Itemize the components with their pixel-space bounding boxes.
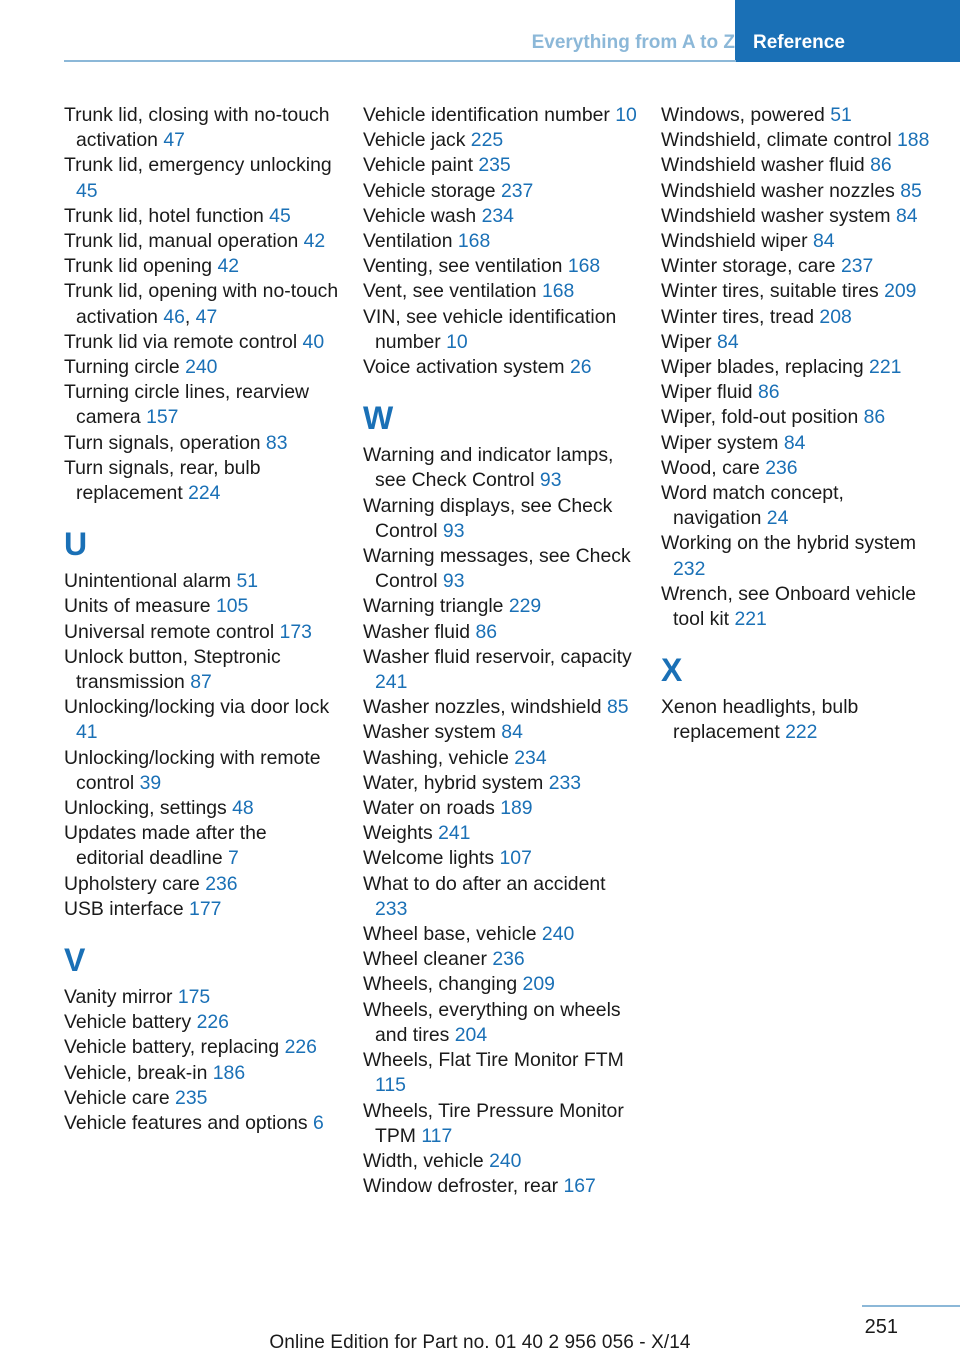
page-number-rule (862, 1305, 960, 1307)
index-entry-term: Wiper, fold-out position (661, 406, 859, 429)
index-page-link[interactable]: 86 (863, 406, 886, 429)
index-entry-term: Wood, care (661, 456, 760, 479)
index-page-link[interactable]: 26 (569, 356, 592, 379)
index-entry-term: Wheels, changing (363, 973, 518, 996)
index-entry-term: Washing, vehicle (363, 746, 509, 769)
index-entry-term: Trunk lid via remote control (64, 330, 298, 353)
index-page-link[interactable]: 45 (269, 204, 291, 227)
index-entry (661, 153, 936, 178)
index-page-link[interactable]: 42 (217, 255, 240, 278)
index-entry (661, 355, 936, 380)
index-page-link[interactable]: 40 (302, 330, 325, 353)
index-entry (363, 872, 638, 922)
index-page-link[interactable]: 83 (265, 431, 288, 454)
index-entry-term: Xenon headlights, bulb replacement (661, 696, 859, 744)
index-page-link[interactable]: 105 (215, 595, 249, 618)
index-page-link[interactable]: 39 (139, 771, 162, 794)
index-page-link[interactable]: 209 (884, 280, 917, 303)
index-entry-term: Warning triangle (363, 595, 504, 618)
index-entry (661, 531, 936, 581)
index-page-link[interactable]: 46 (163, 305, 185, 328)
header-chapter-tab: Reference (735, 0, 960, 62)
index-entry-term: Vehicle battery, replacing (64, 1036, 280, 1059)
index-entry (661, 229, 936, 254)
index-page-link[interactable]: 167 (563, 1175, 596, 1198)
index-page-link[interactable]: 117 (421, 1124, 453, 1147)
index-page-link[interactable]: 41 (76, 721, 98, 744)
index-page-link[interactable]: 189 (500, 797, 533, 820)
index-entry-term: Unlock button, Steptronic transmission (64, 645, 281, 694)
index-entry-term: Wheel cleaner (363, 948, 487, 971)
index-entry (363, 204, 638, 229)
index-entry-term: Turning circle lines, rearview camera (64, 381, 309, 429)
index-entry-term: Universal remote control (64, 620, 275, 643)
index-entry (363, 771, 638, 796)
index-entry (64, 872, 339, 897)
index-page-link[interactable]: 168 (567, 255, 601, 278)
index-page-link[interactable]: 85 (900, 179, 922, 202)
index-section-letter: W (363, 399, 394, 436)
index-entry-term: Vehicle identification number (363, 104, 610, 126)
page-number: 251 (864, 1316, 898, 1338)
index-entry-term: Warning messages, see Check Control (363, 545, 631, 593)
index-entry (661, 103, 936, 128)
index-page-link[interactable]: 47 (163, 129, 185, 152)
index-entry-term: Trunk lid, closing with no-touch activation (64, 104, 330, 152)
index-entry (64, 153, 339, 203)
index-page-link[interactable]: 240 (185, 356, 218, 379)
index-entry (64, 985, 339, 1010)
index-entry-term: Weights (363, 822, 433, 845)
index-entry (363, 254, 638, 279)
index-entry-term: Vehicle wash (363, 204, 477, 227)
index-entry (661, 330, 936, 355)
index-entry (363, 443, 638, 493)
index-entry-term: Ventilation (363, 230, 453, 253)
index-entry-term: Venting, see ventilation (363, 255, 563, 278)
index-entry (363, 103, 638, 128)
index-entry-term: Warning and indicator lamps, see Check Control (363, 444, 614, 492)
index-entry-term: Unlocking, settings (64, 797, 227, 820)
index-page-link[interactable]: 85 (606, 696, 629, 719)
index-entry-term: Trunk lid opening (64, 255, 213, 278)
index-page-link[interactable]: 240 (541, 923, 575, 946)
footer-edition-note: Online Edition for Part no. 01 40 2 956 056 - X/14 (269, 1332, 691, 1353)
index-column-1 (64, 103, 339, 1136)
index-entry-term: Working on the hybrid system (661, 532, 917, 555)
index-entry-term: Winter tires, tread (661, 305, 815, 328)
index-entry-term: Wheel base, vehicle (363, 923, 537, 946)
index-page-link[interactable]: 10 (446, 330, 468, 353)
index-page-link[interactable]: 226 (196, 1011, 229, 1034)
index-entry (661, 431, 936, 456)
index-entry (64, 897, 339, 922)
index-page-link[interactable]: 84 (812, 230, 835, 253)
index-entry-term: Voice activation system (363, 356, 565, 379)
index-page-link[interactable]: 93 (442, 570, 465, 593)
index-entry (363, 1048, 638, 1098)
index-entry-term: Unintentional alarm (64, 570, 232, 593)
index-entry (661, 279, 936, 304)
index-entry-term: Vehicle paint (363, 154, 473, 177)
index-entry-term: Units of measure (64, 595, 211, 618)
index-entry (64, 695, 339, 745)
index-page-link[interactable]: 235 (175, 1086, 208, 1109)
index-entry-term: Width, vehicle (363, 1149, 484, 1172)
index-entry-term: Wiper system (661, 431, 779, 454)
index-entry (363, 229, 638, 254)
index-entry-term: Word match concept, navigation (661, 482, 844, 530)
index-entry (363, 846, 638, 871)
index-entry-term: Warning displays, see Check Control (363, 494, 613, 542)
header-rule (64, 60, 736, 62)
index-entry-term: Windshield, climate control (661, 129, 892, 152)
index-entry (661, 179, 936, 204)
index-entry-term: Turn signals, operation (64, 431, 261, 454)
index-entry-term: Trunk lid, hotel function (64, 204, 264, 227)
index-entry-term: Vehicle battery (64, 1011, 192, 1034)
index-entry-term: Washer system (363, 721, 496, 744)
index-entry-term: Vehicle, break-in (64, 1061, 208, 1084)
index-page-link[interactable]: 225 (470, 129, 504, 152)
index-page-link[interactable]: 236 (205, 872, 238, 895)
index-entry (363, 305, 638, 355)
index-entry-term: VIN, see vehicle identification number (363, 305, 617, 353)
index-page-link[interactable]: 168 (457, 230, 491, 253)
index-page-link[interactable]: 51 (830, 104, 852, 126)
index-entry-term: Turn signals, rear, bulb replacement (64, 456, 261, 505)
index-entry-term: Wheels, everything on wheels and tires (363, 998, 621, 1046)
index-entry-term: What to do after an accident (363, 872, 606, 895)
index-entry-term: Wiper blades, replacing (661, 356, 864, 379)
index-entry (363, 153, 638, 178)
index-entry-term: Winter storage, care (661, 255, 836, 278)
index-entry (64, 355, 339, 380)
index-entry (363, 998, 638, 1048)
index-page-link[interactable]: 10 (615, 104, 637, 126)
index-page-link[interactable]: 234 (514, 746, 547, 769)
index-entry-term: Wiper fluid (661, 381, 753, 404)
index-entry (64, 229, 339, 254)
index-page-link[interactable]: 241 (438, 822, 471, 845)
index-entry-term: Windshield washer fluid (661, 154, 865, 177)
index-page-link[interactable]: 229 (508, 595, 542, 618)
index-page-link[interactable]: 224 (188, 482, 221, 505)
index-entry (64, 821, 339, 871)
index-entry (64, 1111, 339, 1136)
index-page-link[interactable]: 226 (284, 1036, 317, 1059)
index-page-link[interactable]: 24 (766, 507, 789, 530)
index-entry (64, 330, 339, 355)
index-entry-term: Wheels, Tire Pressure Monitor TPM (363, 1099, 624, 1147)
index-page-link[interactable]: 236 (765, 456, 798, 479)
index-page-link[interactable]: 84 (783, 431, 806, 454)
index-entry (64, 103, 339, 153)
index-entry-term: Washer fluid (363, 620, 471, 643)
index-page-link[interactable]: 47 (195, 305, 218, 328)
index-page-link[interactable]: 45 (76, 179, 98, 202)
index-entry (64, 620, 339, 645)
index-entry (363, 494, 638, 544)
index-page-link[interactable]: 222 (785, 721, 818, 744)
index-entry (661, 128, 936, 153)
index-entry (363, 544, 638, 594)
index-page-link[interactable]: 173 (279, 620, 312, 643)
index-entry (363, 355, 638, 380)
index-entry (363, 796, 638, 821)
index-entry (661, 305, 936, 330)
index-page-link[interactable]: 115 (375, 1074, 406, 1097)
index-section-letter: X (661, 651, 683, 688)
index-entry-term: Water on roads (363, 797, 495, 820)
index-page-link[interactable]: 168 (541, 280, 575, 303)
index-entry (64, 569, 339, 594)
index-page-link[interactable]: 87 (190, 671, 212, 694)
index-page-link[interactable]: 177 (189, 897, 222, 920)
index-column-2 (363, 103, 638, 1199)
index-page-link[interactable]: 84 (717, 330, 739, 353)
index-entry-term: Vehicle jack (363, 129, 466, 152)
index-page-link[interactable]: 86 (870, 154, 892, 177)
index-entry (64, 254, 339, 279)
index-entry-term: Wiper (661, 330, 712, 353)
index-entry (363, 972, 638, 997)
index-entry (363, 947, 638, 972)
index-entry (363, 1099, 638, 1149)
index-page-link[interactable]: 241 (375, 671, 408, 694)
index-entry-term: Trunk lid, manual operation (64, 230, 299, 253)
index-page-link[interactable]: 233 (375, 897, 408, 920)
index-entry-term: Water, hybrid system (363, 771, 544, 794)
index-entry-term: Wrench, see Onboard vehicle tool kit (661, 582, 917, 631)
index-entry-term: Upholstery care (64, 872, 200, 895)
index-entry-term: Winter tires, suitable tires (661, 280, 879, 303)
index-entry (661, 204, 936, 229)
index-entry-term: Unlocking/locking with remote control (64, 746, 321, 794)
index-entry (64, 1061, 339, 1086)
index-entry (363, 720, 638, 745)
index-entry-term: Window defroster, rear (363, 1175, 559, 1198)
index-page-link[interactable]: 233 (548, 771, 582, 794)
index-entry (363, 922, 638, 947)
index-page-link[interactable]: 107 (499, 847, 532, 870)
index-entry (661, 380, 936, 405)
index-entry (64, 796, 339, 821)
index-entry-term: Windshield washer system (661, 204, 891, 227)
index-entry (363, 746, 638, 771)
index-page-link[interactable]: 186 (212, 1061, 246, 1084)
index-page-link[interactable]: 157 (146, 406, 179, 429)
index-page-link[interactable]: 93 (539, 469, 562, 492)
index-entry (661, 405, 936, 430)
index-page-link[interactable]: 42 (303, 230, 326, 253)
index-page-link[interactable]: 7 (228, 847, 239, 870)
index-entry (64, 204, 339, 229)
index-entry-term: USB interface (64, 897, 184, 920)
index-page-link[interactable]: 84 (501, 721, 523, 744)
index-entry: Trunk lid, opening with no-touch activation 46, 47 (64, 280, 339, 328)
index-entry-term: Updates made after the editorial deadline (64, 822, 267, 870)
index-entry (363, 620, 638, 645)
index-page-link[interactable]: 6 (313, 1112, 324, 1135)
index-entry (661, 254, 936, 279)
index-entry-term: Washer fluid reservoir, capacity (363, 645, 632, 668)
index-page-link[interactable]: 221 (869, 356, 902, 379)
index-entry-term: Vanity mirror (64, 986, 173, 1009)
index-page-link[interactable]: 234 (481, 204, 514, 227)
index-entry (64, 645, 339, 695)
index-entry-term: Trunk lid, emergency unlocking (64, 154, 332, 177)
index-entry (64, 431, 339, 456)
index-entry-term: Unlocking/locking via door lock (64, 696, 330, 719)
index-entry-term: Windshield wiper (661, 230, 808, 253)
page-header (0, 0, 960, 62)
index-page-link[interactable]: 237 (840, 255, 874, 278)
index-page-link[interactable]: 232 (673, 557, 706, 580)
index-entry (363, 645, 638, 695)
index-section-letter: V (64, 941, 86, 978)
index-entry (363, 1174, 638, 1199)
index-page-link[interactable]: 235 (478, 154, 511, 177)
index-entry-term: Turning circle (64, 356, 180, 379)
index-entry (64, 1010, 339, 1035)
index-entry (661, 456, 936, 481)
index-entry (661, 582, 936, 632)
index-entry-term: Windows, powered (661, 104, 825, 126)
index-entry (64, 594, 339, 619)
index-page-link[interactable]: 86 (475, 620, 498, 643)
index-page-link[interactable]: 221 (734, 608, 767, 631)
index-page-link[interactable]: 51 (236, 570, 259, 593)
index-entry-term: Trunk lid, opening with no-touch activation (64, 280, 339, 328)
index-page-link[interactable]: 236 (492, 948, 525, 971)
index-page-link[interactable]: 48 (232, 797, 254, 820)
index-entry-term: Windshield washer nozzles (661, 179, 895, 202)
index-entry (64, 1086, 339, 1111)
header-section-title: Everything from A to Z (531, 32, 735, 53)
index-page-link[interactable]: 175 (177, 986, 211, 1009)
index-page-link[interactable]: 204 (454, 1023, 488, 1046)
index-entry (363, 695, 638, 720)
index-entry-term: Vehicle features and options (64, 1112, 308, 1135)
index-page-link[interactable]: 84 (895, 204, 918, 227)
index-page-link[interactable]: 93 (442, 519, 465, 542)
index-page-link[interactable]: 208 (819, 305, 852, 328)
index-entry-term: Washer nozzles, windshield (363, 696, 602, 719)
index-page-link[interactable]: 240 (489, 1149, 522, 1172)
index-entry (64, 1035, 339, 1060)
index-page-link[interactable]: 188 (897, 129, 930, 152)
index-entry (64, 746, 339, 796)
index-entry-term: Wheels, Flat Tire Monitor FTM (363, 1049, 624, 1072)
index-entry (661, 695, 936, 745)
index-entry (363, 128, 638, 153)
index-entry-term: Vehicle storage (363, 179, 496, 202)
index-page-link[interactable]: 86 (758, 381, 780, 404)
index-page-link[interactable]: 237 (500, 179, 534, 202)
index-entry (64, 456, 339, 506)
index-page-link[interactable]: 209 (522, 973, 555, 996)
index-entry (363, 279, 638, 304)
index-section-letter: U (64, 525, 88, 562)
index-entry (363, 594, 638, 619)
index-entry-term: Vehicle care (64, 1086, 170, 1109)
index-column-3 (661, 103, 936, 746)
index-entry (64, 380, 339, 430)
index-entry (363, 821, 638, 846)
index-entry-term: Vent, see ventilation (363, 280, 537, 303)
index-entry (363, 1149, 638, 1174)
index-entry-term: Welcome lights (363, 847, 495, 870)
index-entry (363, 179, 638, 204)
index-entry (661, 481, 936, 531)
